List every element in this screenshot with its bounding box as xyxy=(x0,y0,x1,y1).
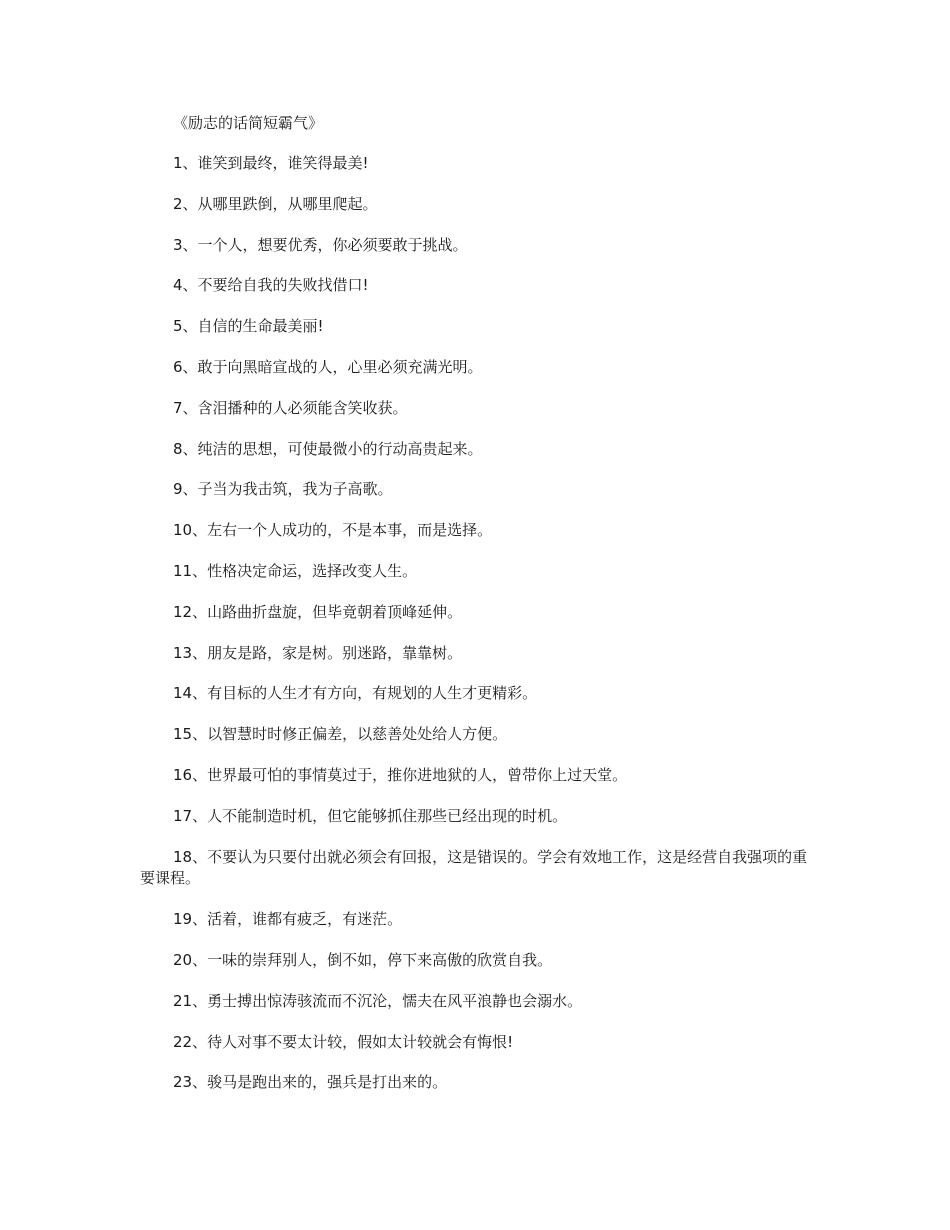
quote-item: 16、世界最可怕的事情莫过于，推你进地狱的人，曾带你上过天堂。 xyxy=(173,765,628,784)
quote-item: 21、勇士搏出惊涛骇流而不沉沦，懦夫在风平浪静也会溺水。 xyxy=(173,991,583,1010)
quote-item: 22、待人对事不要太计较，假如太计较就会有悔恨! xyxy=(173,1032,514,1051)
quote-item: 12、山路曲折盘旋，但毕竟朝着顶峰延伸。 xyxy=(173,602,463,621)
quote-item: 8、纯洁的思想，可使最微小的行动高贵起来。 xyxy=(173,439,483,458)
quote-item: 9、子当为我击筑，我为子高歌。 xyxy=(173,480,393,499)
quote-item: 19、活着，谁都有疲乏，有迷茫。 xyxy=(173,910,403,929)
quote-item: 13、朋友是路，家是树。别迷路，靠靠树。 xyxy=(173,643,463,662)
quote-item: 1、谁笑到最终，谁笑得最美! xyxy=(173,154,369,172)
quote-list xyxy=(140,153,820,1094)
quote-item: 6、敢于向黑暗宣战的人，心里必须充满光明。 xyxy=(173,357,483,376)
quote-item: 7、含泪播种的人必须能含笑收获。 xyxy=(173,398,408,417)
quote-item: 2、从哪里跌倒，从哪里爬起。 xyxy=(173,194,378,213)
quote-item: 18、不要认为只要付出就必须会有回报，这是错误的。学会有效地工作，这是经营自我强项的重要课程。 xyxy=(140,847,808,888)
quote-item: 14、有目标的人生才有方向，有规划的人生才更精彩。 xyxy=(173,684,538,703)
quote-item: 15、以智慧时时修正偏差，以慈善处处给人方便。 xyxy=(173,725,508,744)
quote-item: 20、一味的崇拜别人，倒不如，停下来高傲的欣赏自我。 xyxy=(173,950,553,969)
quote-item: 3、一个人，想要优秀，你必须要敢于挑战。 xyxy=(173,235,468,254)
quote-item: 23、骏马是跑出来的，强兵是打出来的。 xyxy=(173,1073,448,1092)
quote-item: 4、不要给自我的失败找借口! xyxy=(173,276,369,295)
quote-item: 17、人不能制造时机，但它能够抓住那些已经出现的时机。 xyxy=(173,806,568,825)
document-body xyxy=(140,112,820,1113)
quote-item: 11、性格决定命运，选择改变人生。 xyxy=(173,561,418,580)
quote-item: 10、左右一个人成功的，不是本事，而是选择。 xyxy=(173,521,493,540)
quote-item: 5、自信的生命最美丽! xyxy=(173,317,324,336)
document-title: 《励志的话简短霸气》 xyxy=(173,114,324,132)
